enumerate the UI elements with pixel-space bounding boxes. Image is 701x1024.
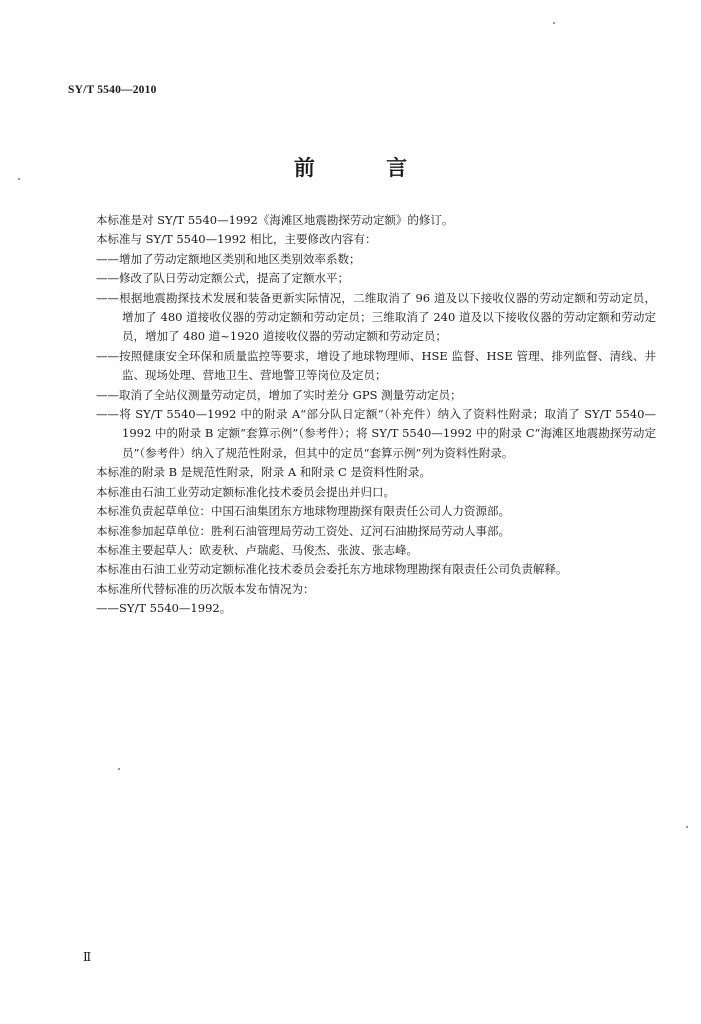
scan-speck [686,826,688,828]
page-number: Ⅱ [83,950,92,964]
paragraph-participating-units: 本标准参加起草单位：胜利石油管理局劳动工资处、辽河石油勘探局劳动人事部。 [96,523,510,538]
list-item-change-region-category: ——增加了劳动定额地区类别和地区类别效率系数； [96,251,361,266]
scan-speck [553,22,555,24]
list-item-previous-edition: ——SY/T 5540—1992。 [96,601,232,616]
paragraph-interpretation: 本标准由石油工业劳动定额标准化技术委员会委托东方地球物理勘探有限责任公司负责解释。 [96,562,568,577]
paragraph-revision-note: 本标准是对 SY/T 5540—1992《海滩区地震勘探劳动定额》的修订。 [96,213,454,227]
list-item-change-gps-survey: ——取消了全站仪测量劳动定员，增加了实时差分 GPS 测量劳动定员； [96,387,462,402]
list-item-change-hse-positions: ——按照健康安全环保和质量监控等要求，增设了地球物理师、HSE 监督、HSE 管理、排列监督、清线、井监、现场处理、营地卫生、营地警卫等岗位及定员； [96,348,656,383]
foreword-body [96,211,656,619]
paragraph-previous-editions: 本标准所代替标准的历次版本发布情况为： [96,581,315,596]
list-item-change-formula: ——修改了队日劳动定额公式，提高了定额水平； [96,271,349,286]
paragraph-proposer: 本标准由石油工业劳动定额标准化技术委员会提出并归口。 [96,484,395,499]
paragraph-drafting-unit: 本标准负责起草单位：中国石油集团东方地球物理勘探有限责任公司人力资源部。 [96,504,510,519]
page-title: 前 言 [293,156,440,180]
scan-speck [18,178,20,180]
scan-speck [118,768,120,770]
paragraph-changes-intro: 本标准与 SY/T 5540—1992 相比，主要修改内容有： [96,232,377,247]
list-item-change-appendices: ——将 SY/T 5540—1992 中的附录 A“部分队日定额”（补充件）纳入了资料性附录；取消了 SY/T 5540—1992 中的附录 B 定额“套算示例”（参考件）；将 SY/T 5540—1992 中的附录 C“海滩区地震勘探劳动定员”（参考件）纳入了规范性附录，但其中的定员“套算示例”列为资料性附录。 [96,407,656,460]
paragraph-drafters: 本标准主要起草人：欧麦秋、卢瑞彪、马俊杰、张波、张志峰。 [96,542,418,557]
standard-code-header: SY/T 5540—2010 [68,84,157,96]
list-item-change-equipment: ——根据地震勘探技术发展和装备更新实际情况，二维取消了 96 道及以下接收仪器的劳动定额和劳动定员，增加了 480 道接收仪器的劳动定额和劳动定员；三维取消了 240 道及以下接收仪器的劳动定额和劳动定员，增加了 480 道~1920 道接收仪器的劳动定额和劳动定员； [96,290,656,344]
paragraph-appendix-types: 本标准的附录 B 是规范性附录，附录 A 和附录 C 是资料性附录。 [96,465,431,480]
